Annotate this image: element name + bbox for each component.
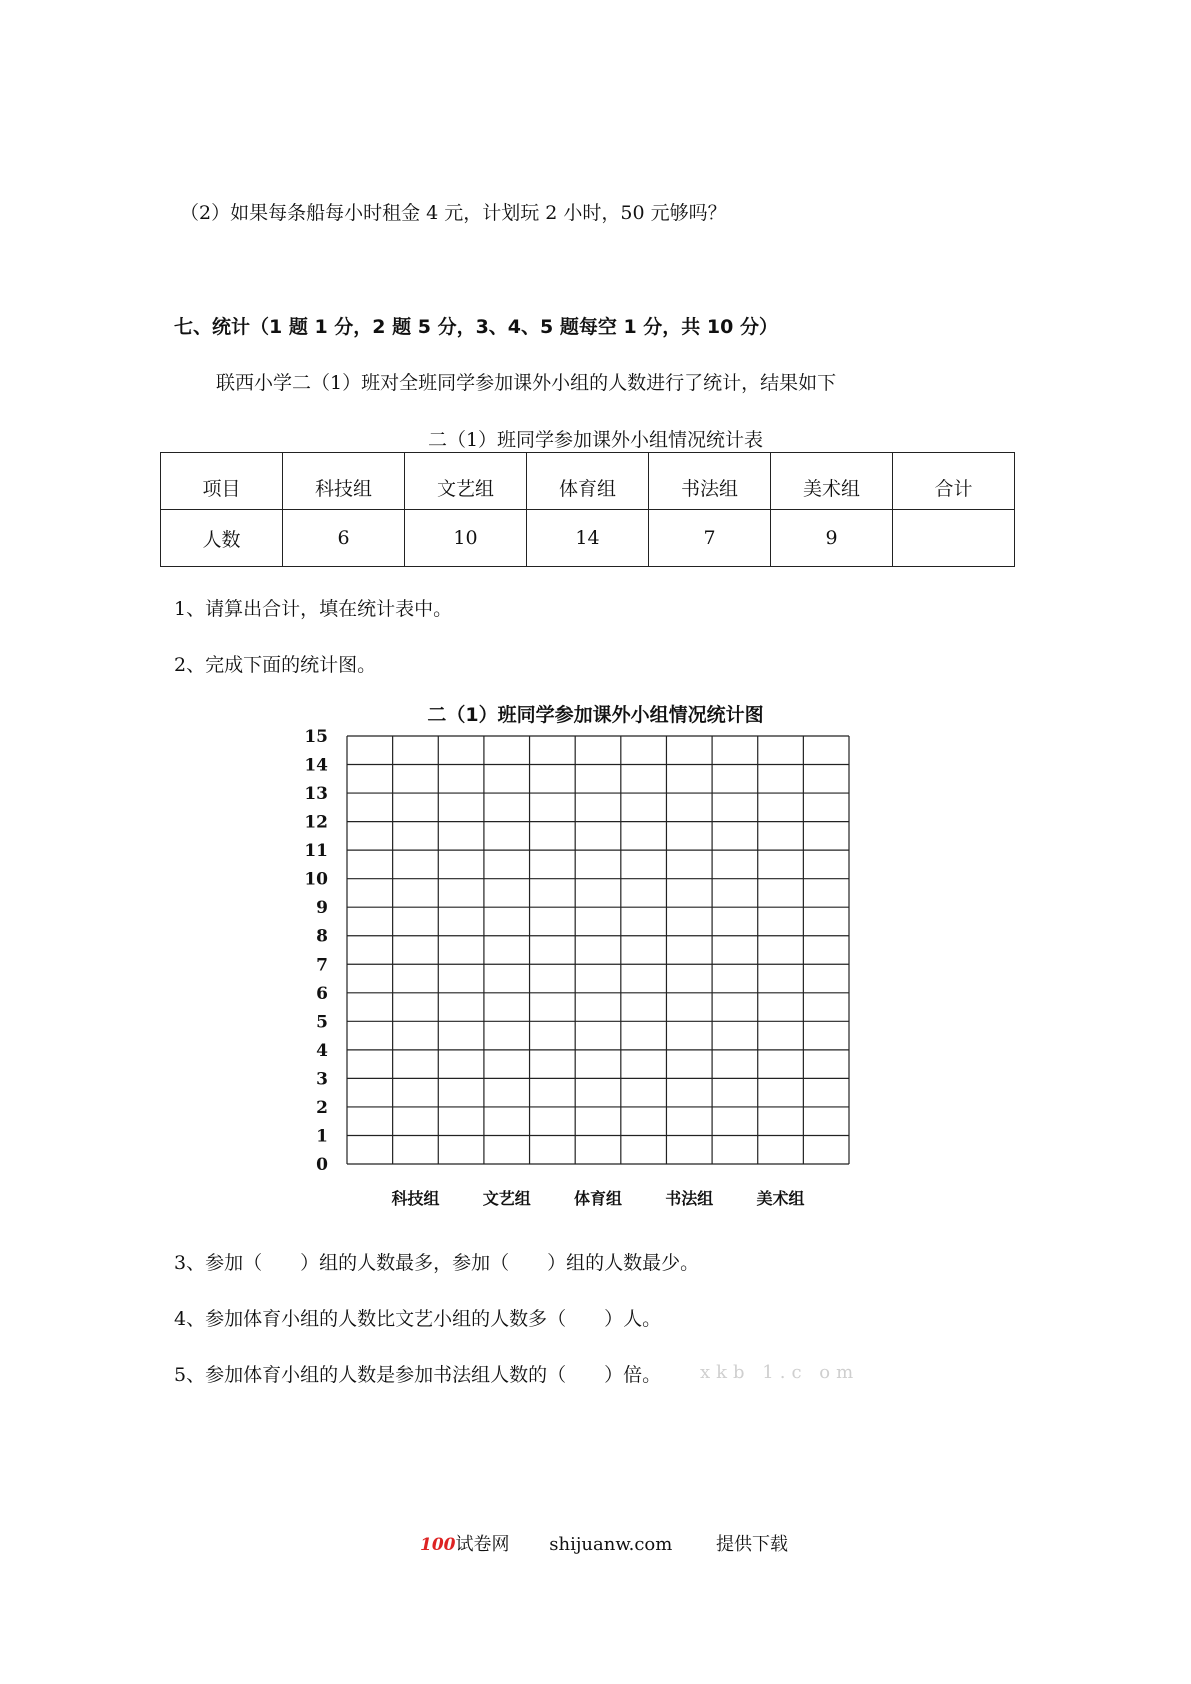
question-3: 3、参加（ ）组的人数最多，参加（ ）组的人数最少。 bbox=[174, 1252, 700, 1274]
chart-y-ticks bbox=[304, 727, 328, 1175]
table-header-cell: 书法组 bbox=[649, 453, 771, 510]
table-header-cell: 美术组 bbox=[771, 453, 893, 510]
table-cell: 6 bbox=[283, 510, 405, 567]
y-tick-label: 3 bbox=[316, 1069, 328, 1090]
question-5: 5、参加体育小组的人数是参加书法组人数的（ ）倍。 bbox=[174, 1364, 662, 1386]
y-tick-label: 0 bbox=[316, 1155, 328, 1175]
footer-logo: 100 bbox=[420, 1535, 456, 1555]
footer-url[interactable]: shijuanw.com bbox=[549, 1534, 673, 1555]
y-tick-label: 5 bbox=[316, 1012, 328, 1033]
table-header-cell: 体育组 bbox=[527, 453, 649, 510]
y-tick-label: 12 bbox=[304, 812, 328, 833]
x-category-label: 文艺组 bbox=[482, 1189, 531, 1208]
y-tick-label: 10 bbox=[304, 869, 328, 890]
table-row-label: 人数 bbox=[161, 510, 283, 567]
y-tick-label: 9 bbox=[316, 898, 328, 919]
footer-note: 提供下载 bbox=[716, 1534, 789, 1555]
y-tick-label: 4 bbox=[316, 1040, 328, 1061]
table-cell: 10 bbox=[405, 510, 527, 567]
question-1: 1、请算出合计，填在统计表中。 bbox=[174, 598, 453, 620]
y-tick-label: 1 bbox=[316, 1126, 328, 1147]
footer-site-name: 试卷网 bbox=[455, 1534, 510, 1555]
y-tick-label: 14 bbox=[304, 755, 328, 776]
table-header-cell: 科技组 bbox=[283, 453, 405, 510]
x-category-label: 体育组 bbox=[573, 1189, 623, 1208]
table-caption: 二（1）班同学参加课外小组情况统计表 bbox=[427, 429, 764, 451]
watermark: xkb 1.c om bbox=[700, 1362, 860, 1383]
question-4: 4、参加体育小组的人数比文艺小组的人数多（ ）人。 bbox=[174, 1308, 662, 1330]
question-6-2: （2）如果每条船每小时租金 4 元，计划玩 2 小时，50 元够吗？ bbox=[180, 202, 727, 224]
section-7-intro: 联西小学二（1）班对全班同学参加课外小组的人数进行了统计，结果如下 bbox=[216, 372, 837, 394]
chart-categories bbox=[391, 1189, 804, 1208]
question-2: 2、完成下面的统计图。 bbox=[174, 654, 377, 676]
x-category-label: 科技组 bbox=[391, 1189, 440, 1208]
y-tick-label: 2 bbox=[316, 1097, 328, 1118]
y-tick-label: 7 bbox=[316, 955, 328, 976]
table-cell: 7 bbox=[649, 510, 771, 567]
y-tick-label: 6 bbox=[316, 983, 328, 1004]
y-tick-label: 13 bbox=[304, 784, 328, 805]
y-tick-label: 15 bbox=[304, 727, 328, 747]
table-cell: 14 bbox=[527, 510, 649, 567]
footer bbox=[420, 1530, 788, 1556]
chart-title: 二（1）班同学参加课外小组情况统计图 bbox=[427, 704, 764, 726]
table-header-cell: 文艺组 bbox=[405, 453, 527, 510]
section-7-heading: 七、统计（1 题 1 分，2 题 5 分，3、4、5 题每空 1 分，共 10 分） bbox=[174, 316, 778, 338]
x-category-label: 美术组 bbox=[756, 1189, 805, 1208]
table-header-cell: 项目 bbox=[161, 453, 283, 510]
table-cell: 9 bbox=[771, 510, 893, 567]
x-category-label: 书法组 bbox=[665, 1189, 714, 1208]
table-header-cell: 合计 bbox=[893, 453, 1015, 510]
chart-grid[interactable] bbox=[347, 736, 849, 1164]
y-tick-label: 8 bbox=[316, 926, 328, 947]
y-tick-label: 11 bbox=[304, 841, 328, 862]
